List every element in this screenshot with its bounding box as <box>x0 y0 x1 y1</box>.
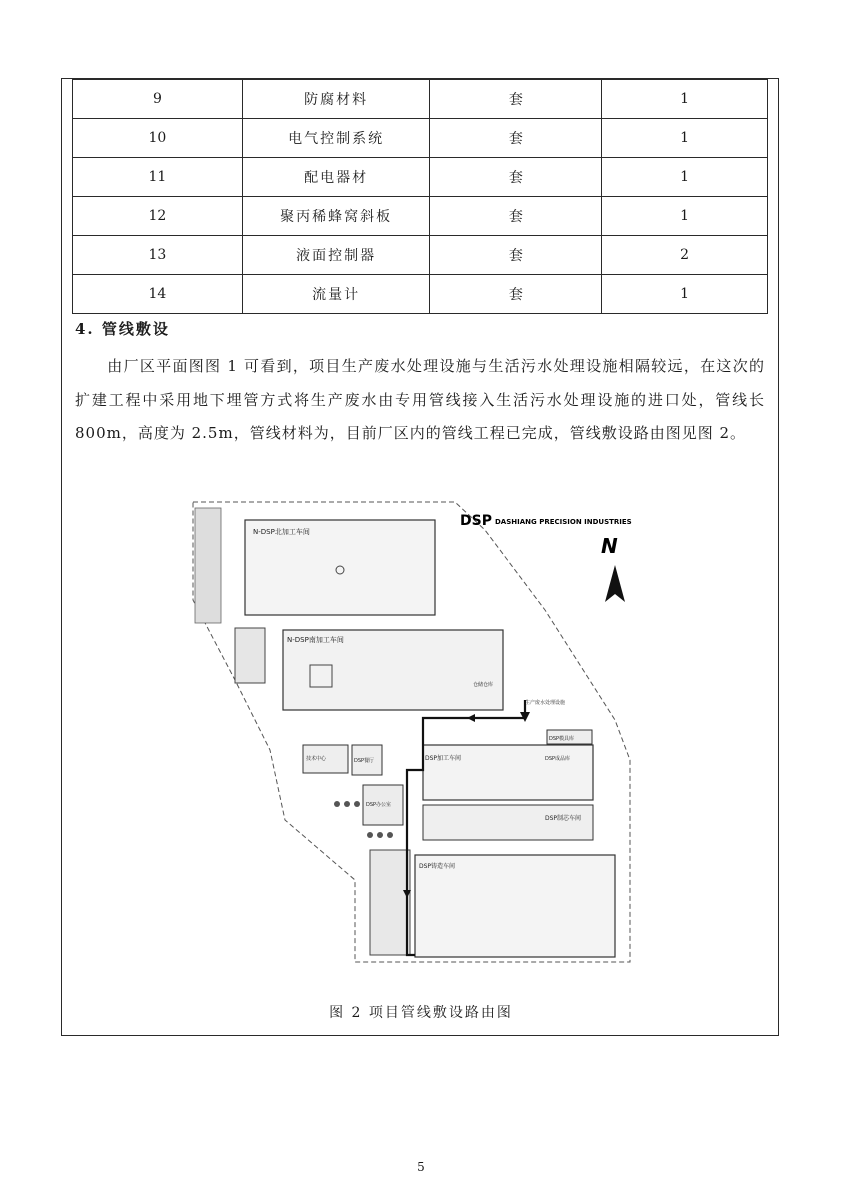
row-quantity: 1 <box>602 119 768 158</box>
row-unit: 套 <box>430 197 602 236</box>
paragraph-text: 由厂区平面图图 1 可看到，项目生产废水处理设施与生活污水处理设施相隔较远，在这次的扩建工程中采用地下埋管方式将生产废水由专用管线接入生活污水处理设施的进口处，管线长 800m，高度为 2.5m，管线材料为，目前厂区内的管线工程已完成，管线敷设路由图见图 2。 <box>75 357 765 442</box>
map-label-office: DSP办公室 <box>366 802 392 808</box>
row-unit: 套 <box>430 158 602 197</box>
row-quantity: 1 <box>602 275 768 314</box>
table-row <box>73 80 768 119</box>
map-label-casting-workshop: DSP铸造车间 <box>419 863 456 870</box>
map-label-mold-store: DSP模具库 <box>549 736 575 742</box>
table-row <box>73 197 768 236</box>
row-item-name: 聚丙稀蜂窝斜板 <box>242 197 430 236</box>
row-number: 12 <box>73 197 243 236</box>
map-label-south-workshop: N-DSP南加工车间 <box>287 636 344 644</box>
table-row <box>73 236 768 275</box>
row-unit: 套 <box>430 80 602 119</box>
map-label-core-workshop: DSP制芯车间 <box>545 815 582 822</box>
map-label-tech-center: 技术中心 <box>306 756 327 762</box>
section-title: 4. 管线敷设 <box>75 320 170 338</box>
map-label-warehouse: 仓储仓库 <box>473 682 494 688</box>
map-label-finished-store: DSP成品库 <box>545 756 571 762</box>
map-label-north-workshop: N-DSP北加工车间 <box>253 528 310 536</box>
row-unit: 套 <box>430 275 602 314</box>
map-label-canteen: DSP餐厅 <box>354 758 375 764</box>
table-row <box>73 158 768 197</box>
row-number: 14 <box>73 275 243 314</box>
row-item-name: 防腐材料 <box>242 80 430 119</box>
row-number: 11 <box>73 158 243 197</box>
table-row <box>73 275 768 314</box>
map-label-machining-workshop: DSP加工车间 <box>425 755 462 762</box>
figure-caption: 图 2 项目管线敷设路由图 <box>329 1005 513 1021</box>
row-quantity: 1 <box>602 80 768 119</box>
section-paragraph <box>75 350 765 451</box>
row-unit: 套 <box>430 236 602 275</box>
company-logo: DSP <box>460 513 492 529</box>
pipeline-route-map <box>175 490 645 980</box>
north-label: N <box>601 534 618 558</box>
row-item-name: 配电器材 <box>242 158 430 197</box>
row-quantity: 1 <box>602 197 768 236</box>
table-row <box>73 119 768 158</box>
north-arrow-icon <box>605 565 625 602</box>
company-name: DASHIANG PRECISION INDUSTRIES <box>495 518 632 526</box>
equipment-table <box>72 79 768 314</box>
map-label-wastewater: 生产废水处理设施 <box>525 700 566 706</box>
row-quantity: 1 <box>602 158 768 197</box>
page-number: 5 <box>417 1160 425 1174</box>
row-quantity: 2 <box>602 236 768 275</box>
row-item-name: 电气控制系统 <box>242 119 430 158</box>
row-number: 10 <box>73 119 243 158</box>
row-number: 9 <box>73 80 243 119</box>
row-item-name: 流量计 <box>242 275 430 314</box>
row-number: 13 <box>73 236 243 275</box>
row-unit: 套 <box>430 119 602 158</box>
row-item-name: 液面控制器 <box>242 236 430 275</box>
